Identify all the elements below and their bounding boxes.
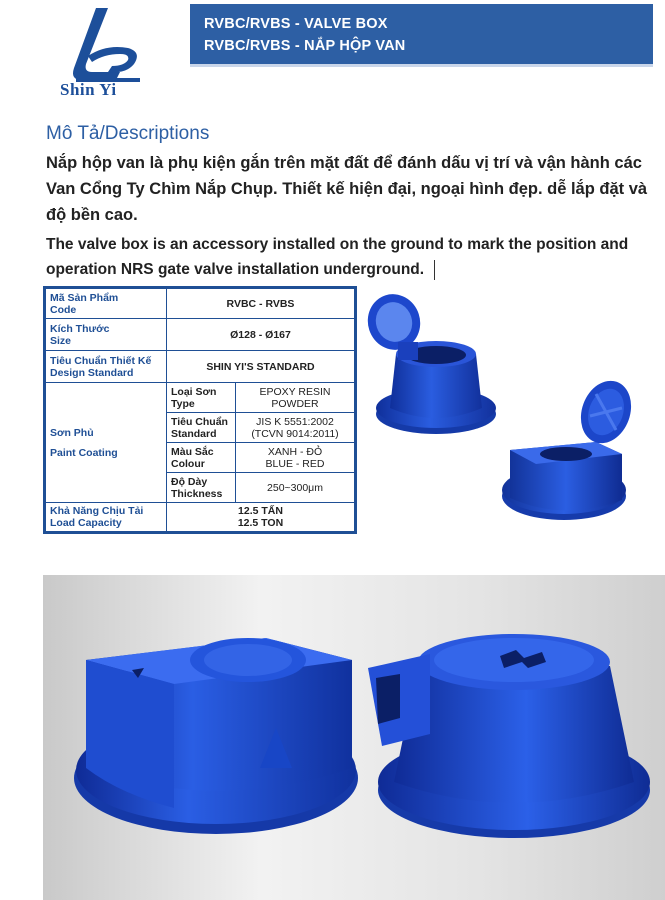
load-capacity-value: 12.5 TẤN 12.5 TON: [167, 503, 356, 533]
load-capacity-label: Khả Năng Chịu Tải Load Capacity: [45, 503, 167, 533]
table-row: [45, 383, 356, 413]
description-vi-line: Nắp hộp van là phụ kiện gắn trên mặt đất để đánh dấu vị trí và vận hành các: [46, 154, 642, 172]
code-label: Mã Sản Phẩm Code: [45, 288, 167, 319]
title-banner: [190, 4, 653, 64]
description-heading: Mô Tả/Descriptions: [46, 123, 210, 144]
title-vi: RVBC/RVBS - NẮP HỘP VAN: [204, 38, 406, 54]
valve-box-square-open-icon: [500, 372, 632, 524]
brand-name: Shin Yi: [60, 80, 117, 99]
valve-box-square-closed-icon: [70, 618, 366, 838]
paint-thickness-label: Độ Dày Thickness: [167, 473, 236, 503]
description-en-line: operation NRS gate valve installation underground.: [46, 257, 658, 282]
table-row: [45, 288, 356, 319]
text-cursor: [434, 260, 435, 280]
table-row: [45, 319, 356, 351]
standard-label: Tiêu Chuẩn Thiết Kế Design Standard: [45, 351, 167, 383]
standard-value: SHIN YI'S STANDARD: [167, 351, 356, 383]
banner-divider: [190, 64, 653, 67]
description-vietnamese: [46, 150, 658, 228]
title-en: RVBC/RVBS - VALVE BOX: [204, 16, 388, 32]
table-row: [45, 503, 356, 533]
size-value: Ø128 - Ø167: [167, 319, 356, 351]
valve-box-round-open-icon: [364, 292, 500, 442]
description-english: [46, 232, 658, 282]
table-row: [45, 351, 356, 383]
paint-thickness-value: 250~300μm: [236, 473, 356, 503]
description-vi-line: Van Cổng Ty Chìm Nắp Chụp. Thiết kế hiện đại, ngoại hình đẹp. dễ lắp đặt và: [46, 180, 648, 198]
paint-standard-label: Tiêu Chuẩn Standard: [167, 413, 236, 443]
paint-colour-value: XANH - ĐỎ BLUE - RED: [236, 443, 356, 473]
paint-coating-label: Sơn Phủ Paint Coating: [45, 383, 167, 503]
paint-standard-value: JIS K 5551:2002 (TCVN 9014:2011): [236, 413, 356, 443]
description-en-line: The valve box is an accessory installed on the ground to mark the position and: [46, 236, 629, 253]
paint-type-value: EPOXY RESIN POWDER: [236, 383, 356, 413]
spec-table: [43, 286, 357, 534]
code-value: RVBC - RVBS: [167, 288, 356, 319]
description-vi-line: độ bền cao.: [46, 206, 138, 224]
paint-colour-label: Màu Sắc Colour: [167, 443, 236, 473]
size-label: Kích Thước Size: [45, 319, 167, 351]
paint-type-label: Loại Sơn Type: [167, 383, 236, 413]
valve-box-round-closed-icon: [364, 606, 652, 846]
